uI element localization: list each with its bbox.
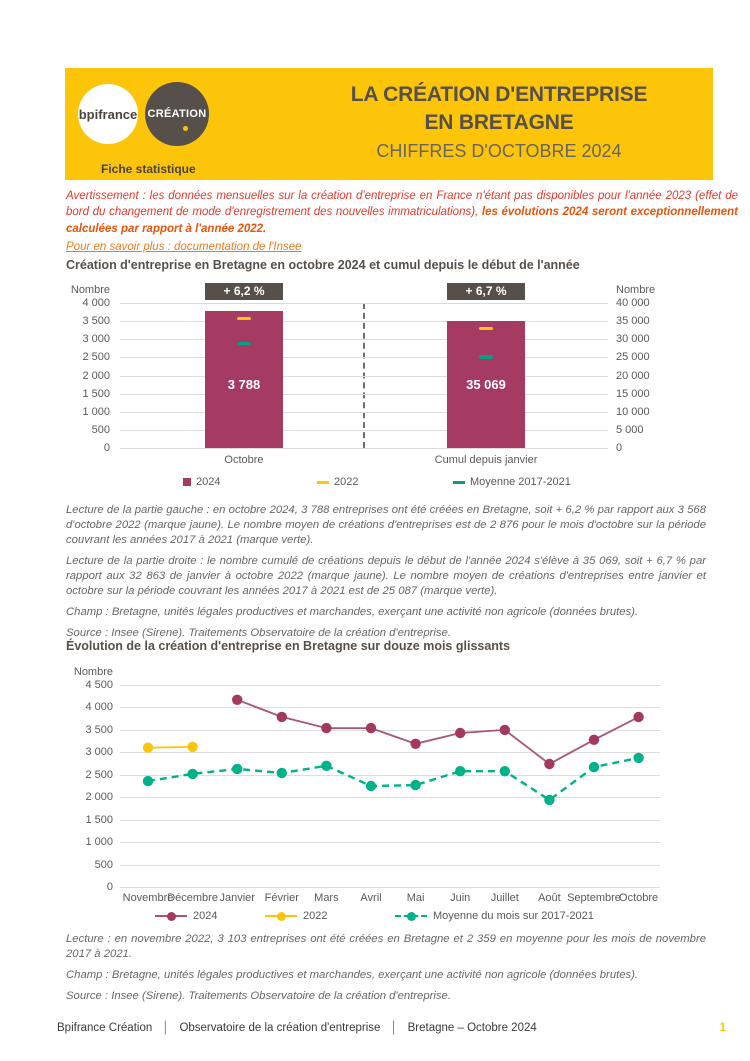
data-point-moyenne — [633, 753, 643, 763]
x-month-label: Janvier — [219, 892, 255, 904]
y-axis-tick-right: 15 000 — [616, 388, 650, 400]
x-month-label: Septembre — [567, 892, 621, 904]
x-month-label: Mars — [314, 892, 339, 904]
marker-moyenne — [237, 342, 251, 346]
legend-item-2024 — [183, 476, 220, 488]
legend-swatch-2022 — [317, 481, 329, 484]
x-month-label: Décembre — [167, 892, 218, 904]
bpifrance-logo-text: bpifrance — [78, 106, 138, 122]
gridline — [120, 376, 608, 377]
x-category-label: Cumul depuis janvier — [434, 454, 538, 466]
page-number: 1 — [719, 1022, 726, 1034]
y-axis-right — [616, 297, 676, 454]
y-axis-tick-right: 10 000 — [616, 406, 650, 418]
y-axis-tick-left: 3 000 — [82, 333, 110, 345]
y-axis-tick: 0 — [106, 881, 113, 893]
legend-label-moyenne: Moyenne 2017-2021 — [470, 476, 571, 488]
legend-dot-2024 — [167, 912, 176, 921]
y-axis-tick-right: 25 000 — [616, 351, 650, 363]
warning-notice — [66, 188, 738, 237]
evolution-badge: + 6,2 % — [205, 283, 283, 300]
marker-2022 — [237, 317, 251, 321]
y-axis-tick: 1 500 — [85, 814, 113, 826]
bar-value-label: 35 069 — [466, 377, 506, 392]
data-point-2024 — [277, 712, 287, 722]
warning-text: Avertissement : les données mensuelles sur la création d'entreprise en France n'étant pas disponibles pour l'année 2023 (effet de bord du changement de mode d'enregistrement des nouvelles immatriculations), — [66, 190, 738, 219]
x-month-label: Juin — [450, 892, 471, 904]
y-axis-tick-left: 0 — [103, 442, 110, 454]
y-axis-tick-left: 1 500 — [82, 388, 110, 400]
data-point-moyenne — [589, 762, 599, 772]
x-month-label: Février — [264, 892, 299, 904]
x-month-label: Août — [538, 892, 561, 904]
data-point-moyenne — [366, 781, 376, 791]
legend-item-moyenne — [395, 910, 594, 922]
bar-value-label: 3 788 — [227, 377, 261, 392]
gridline — [120, 412, 608, 413]
y-axis-left — [65, 297, 110, 454]
page-subtitle: CHIFFRES D'OCTOBRE 2024 — [376, 141, 622, 162]
y-axis-tick-right: 30 000 — [616, 333, 650, 345]
data-point-2024 — [589, 735, 599, 745]
data-point-2024 — [321, 723, 331, 733]
gridline — [120, 430, 608, 431]
data-point-2024 — [500, 725, 510, 735]
note-paragraph: Source : Insee (Sirene). Traitements Observatoire de la création d'entreprise. — [66, 627, 451, 640]
y-axis-tick-left: 4 000 — [82, 297, 110, 309]
creation-logo — [145, 82, 209, 146]
note-paragraph: Lecture de la partie gauche : en octobre 2024, 3 788 entreprises ont été créées en Bretagne, soit + 6,2 % par rapport aux 3 568 d'octobre 2022 (marque jaune). Le nombre moyen de créations d'entreprises est de 2 876 pour le mois d'octobre sur la période couvrant les années 2017 à 2021 (marque verte). — [66, 504, 706, 547]
chart2-notes — [66, 932, 706, 1010]
y-axis-tick-left: 2 000 — [82, 370, 110, 382]
legend-item-moyenne — [453, 476, 571, 488]
footer-item: Bpifrance Création — [57, 1022, 153, 1034]
footer-separator: │ — [162, 1022, 170, 1034]
data-point-2024 — [410, 739, 420, 749]
gridline — [120, 394, 608, 395]
legend-marker-moyenne — [395, 911, 427, 922]
legend-swatch-moyenne — [453, 481, 465, 484]
data-point-moyenne — [187, 769, 197, 779]
insee-documentation-link[interactable]: Pour en savoir plus : documentation de l'Insee — [66, 241, 302, 253]
header-titles — [305, 81, 693, 162]
y-axis-tick: 2 000 — [85, 791, 113, 803]
y-axis-tick: 500 — [94, 859, 113, 871]
y-axis — [65, 679, 113, 893]
legend-marker-2022 — [265, 911, 297, 922]
footer — [57, 1022, 726, 1034]
logo-dot-icon — [183, 126, 188, 131]
legend-item-2024 — [155, 910, 217, 922]
bar-2024 — [205, 311, 283, 448]
note-paragraph: Lecture : en novembre 2022, 3 103 entreprises ont été créées en Bretagne et 2 359 en moyenne pour les mois de novembre 2017 à 2021. — [66, 933, 706, 961]
series-line-2024 — [237, 700, 638, 764]
bar-2024 — [447, 321, 525, 448]
marker-2022 — [479, 327, 493, 331]
data-point-moyenne — [455, 766, 465, 776]
x-month-label: Mai — [406, 892, 425, 904]
gridline — [120, 448, 608, 449]
y-axis-label: Nombre — [73, 666, 113, 678]
gridline — [120, 357, 608, 358]
data-point-2024 — [633, 712, 643, 722]
data-point-2024 — [544, 759, 554, 769]
line-chart-svg — [120, 685, 660, 888]
legend-label-2022: 2022 — [303, 910, 328, 922]
creation-logo-text: CRÉATION — [147, 108, 207, 120]
data-point-moyenne — [410, 780, 420, 790]
evolution-badge: + 6,7 % — [447, 283, 525, 300]
data-point-2022 — [143, 743, 153, 753]
legend-marker-2024 — [155, 911, 187, 922]
x-month-label: Avril — [360, 892, 382, 904]
x-month-label: Juillet — [490, 892, 519, 904]
y-axis-tick: 1 000 — [85, 836, 113, 848]
line-chart — [65, 660, 715, 928]
chart1-title: Création d'entreprise en Bretagne en octobre 2024 et cumul depuis le début de l'année — [66, 258, 580, 272]
data-point-2022 — [187, 742, 197, 752]
data-point-moyenne — [544, 795, 554, 805]
marker-moyenne — [479, 355, 493, 359]
legend-item-2022 — [265, 910, 327, 922]
data-point-moyenne — [232, 764, 242, 774]
series-line-moyenne — [148, 758, 639, 800]
y-axis-label-right: Nombre — [616, 284, 656, 296]
footer-item: Observatoire de la création d'entreprise — [179, 1022, 381, 1034]
legend-label-moyenne: Moyenne du mois sur 2017-2021 — [433, 910, 594, 922]
legend-swatch-2024 — [183, 478, 191, 486]
y-axis-tick-right: 5 000 — [616, 424, 644, 436]
bpifrance-logo — [78, 84, 138, 144]
data-point-2024 — [232, 695, 242, 705]
y-axis-tick-right: 40 000 — [616, 297, 650, 309]
y-axis-label-left: Nombre — [70, 284, 110, 296]
data-point-moyenne — [500, 766, 510, 776]
data-point-moyenne — [277, 768, 287, 778]
page-title-line1: LA CRÉATION D'ENTREPRISE — [350, 83, 648, 106]
footer-separator: │ — [390, 1022, 398, 1034]
logo-caption: Fiche statistique — [101, 162, 196, 176]
footer-items — [57, 1022, 537, 1034]
legend-label-2024: 2024 — [196, 476, 221, 488]
gridline — [120, 303, 608, 304]
bar-chart — [65, 283, 715, 495]
line-chart-plot — [120, 685, 660, 888]
bar-chart-plot — [120, 303, 608, 448]
y-axis-tick-right: 20 000 — [616, 370, 650, 382]
page-title-line2: EN BRETAGNE — [424, 110, 574, 134]
note-paragraph: Champ : Bretagne, unités légales productives et marchandes, exerçant une activité non agricole (données brutes). — [66, 606, 639, 619]
y-axis-tick-right: 0 — [616, 442, 623, 454]
y-axis-tick-left: 2 500 — [82, 351, 110, 363]
footer-item: Bretagne – Octobre 2024 — [407, 1022, 537, 1034]
x-month-label: Novembre — [122, 892, 174, 904]
y-axis-tick-left: 3 500 — [82, 315, 110, 327]
y-axis-tick-left: 1 000 — [82, 406, 110, 418]
note-paragraph: Source : Insee (Sirene). Traitements Observatoire de la création d'entreprise. — [66, 990, 451, 1003]
x-month-label: Octobre — [619, 892, 659, 904]
y-axis-tick: 4 500 — [85, 679, 113, 691]
note-paragraph: Lecture de la partie droite : le nombre cumulé de créations depuis le début de l'année 2024 s'élève à 35 069, soit + 6,7 % par rapport aux 32 863 de janvier à octobre 2022 (marque jaune). Le nombre moyen de créations d'entreprises entre janvier et octobre sur la période couvrant les années 2017 à 2021 est de 25 087 (marque verte). — [66, 555, 706, 598]
legend-label-2024: 2024 — [193, 910, 218, 922]
y-axis-tick-right: 35 000 — [616, 315, 650, 327]
note-paragraph: Champ : Bretagne, unités légales productives et marchandes, exerçant une activité non agricole (données brutes). — [66, 969, 639, 982]
y-axis-tick-left: 500 — [91, 424, 110, 436]
legend-item-2022 — [317, 476, 358, 488]
y-axis-tick: 3 000 — [85, 746, 113, 758]
y-axis-tick: 3 500 — [85, 724, 113, 736]
x-category-label: Octobre — [224, 454, 264, 466]
legend-dot-moyenne — [407, 912, 416, 921]
legend-label-2022: 2022 — [334, 476, 359, 488]
legend-dot-2022 — [277, 912, 286, 921]
warning-text-bold: les évolutions 2024 seront exceptionnellement calculées par rapport à l'année 2022. — [66, 206, 738, 235]
y-axis-tick: 2 500 — [85, 769, 113, 781]
y-axis-tick: 4 000 — [85, 701, 113, 713]
header-banner — [65, 68, 713, 180]
series-line-2022 — [148, 747, 193, 748]
data-point-2024 — [366, 723, 376, 733]
gridline — [120, 339, 608, 340]
data-point-2024 — [455, 728, 465, 738]
chart1-notes — [66, 503, 706, 647]
data-point-moyenne — [143, 776, 153, 786]
chart2-title: Évolution de la création d'entreprise en Bretagne sur douze mois glissants — [66, 639, 511, 653]
data-point-moyenne — [321, 761, 331, 771]
gridline — [120, 321, 608, 322]
